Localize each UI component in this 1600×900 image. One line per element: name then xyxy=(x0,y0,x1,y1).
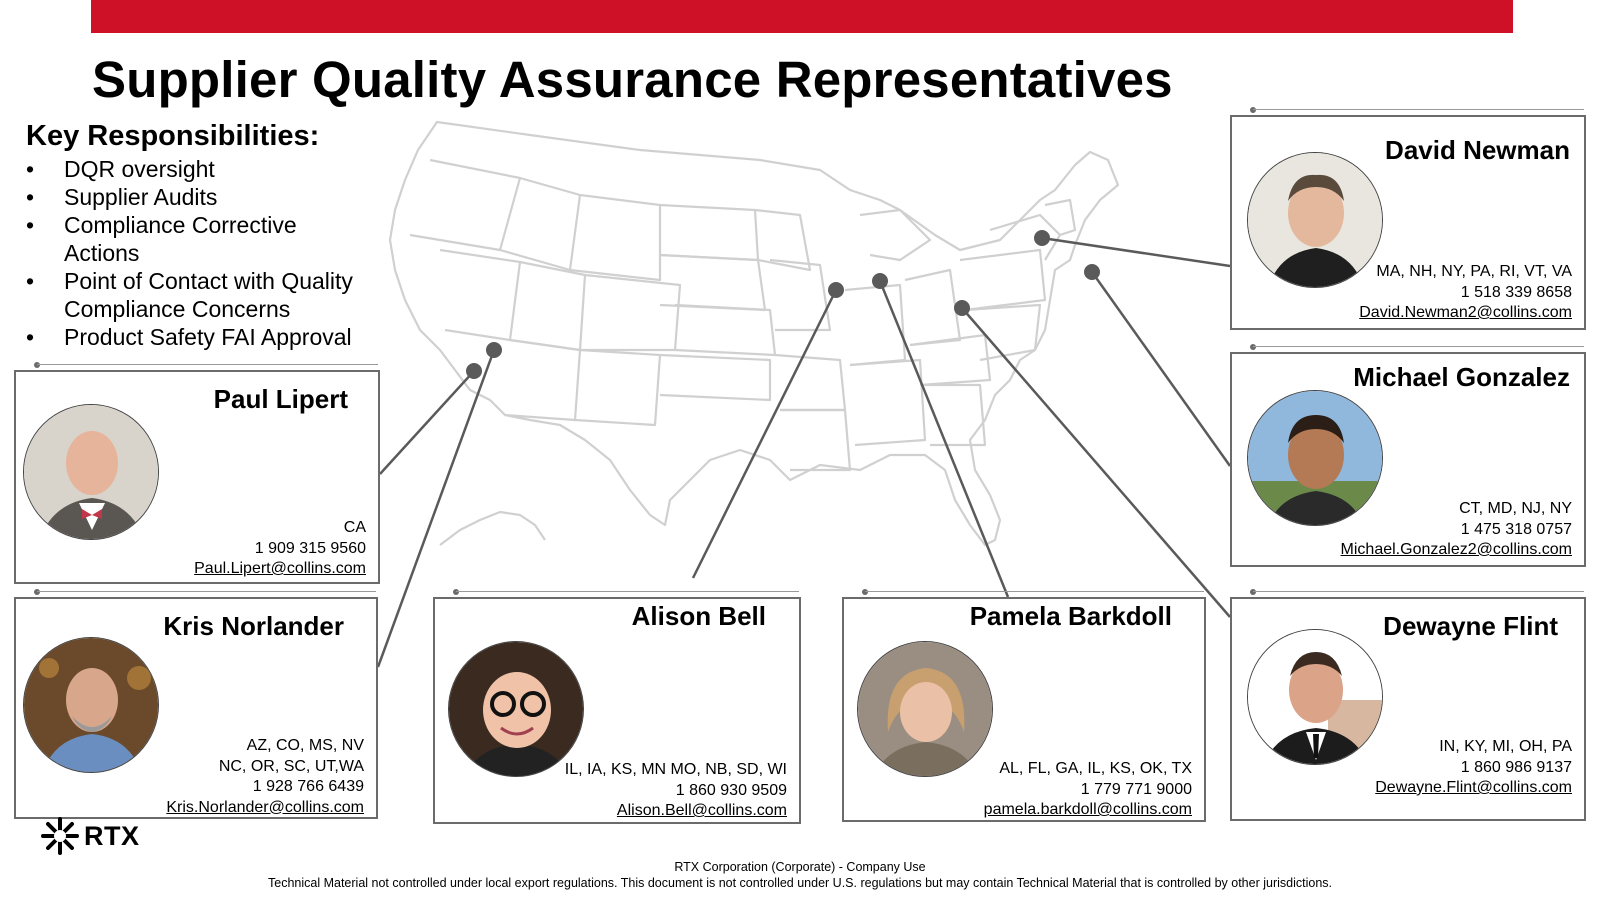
rep-photo-avatar xyxy=(1247,629,1383,765)
responsibility-item: • Supplier Audits xyxy=(26,184,218,210)
rep-contact-info: IL, IA, KS, MN MO, NB, SD, WI 1 860 930 9509 Alison.Bell@collins.com xyxy=(565,760,787,822)
rep-contact-info: AL, FL, GA, IL, KS, OK, TX 1 779 771 9000 pamela.barkdoll@collins.com xyxy=(984,759,1192,821)
connector-line xyxy=(1042,238,1230,266)
card-tick-dot xyxy=(1250,344,1256,350)
card-tick-line xyxy=(1253,591,1584,592)
bullet-icon: • xyxy=(26,268,35,294)
rep-email-link[interactable]: Alison.Bell@collins.com xyxy=(616,802,787,819)
location-pin xyxy=(828,282,844,298)
rep-email-link[interactable]: Michael.Gonzalez2@collins.com xyxy=(1340,541,1572,558)
rep-card-pamela-barkdoll xyxy=(842,597,1206,822)
rep-email-link[interactable]: pamela.barkdoll@collins.com xyxy=(983,801,1192,818)
connector-line xyxy=(693,290,836,578)
rep-name: Paul Lipert xyxy=(213,384,348,414)
footer-export-notice: Technical Material not controlled under local export regulations. This document is not controlled under U.S. regulations but may contain Technical Material that is controlled by other jurisdictions. xyxy=(268,876,1332,890)
card-tick-line xyxy=(865,591,1204,592)
rep-email-link[interactable]: Dewayne.Flint@collins.com xyxy=(1375,779,1572,796)
rep-email-link[interactable]: David.Newman2@collins.com xyxy=(1359,304,1572,321)
rep-email-link[interactable]: Paul.Lipert@collins.com xyxy=(194,560,366,577)
card-tick-line xyxy=(37,591,376,592)
bullet-icon: • xyxy=(26,324,35,350)
rep-contact-info: CT, MD, NJ, NY 1 475 318 0757 Michael.Gonzalez2@collins.com xyxy=(1341,499,1572,561)
rep-card-paul-lipert xyxy=(14,370,380,584)
rtx-logo xyxy=(40,816,140,856)
rep-name: Dewayne Flint xyxy=(1383,611,1558,641)
connector-line xyxy=(880,281,1008,597)
rep-card-dewayne-flint xyxy=(1230,597,1586,821)
location-pin xyxy=(486,342,502,358)
rep-contact-info: CA 1 909 315 9560 Paul.Lipert@collins.com xyxy=(194,518,366,580)
rtx-logo-text: RTX xyxy=(84,820,140,851)
location-pin xyxy=(954,300,970,316)
rtx-sunburst-icon xyxy=(40,816,80,856)
card-tick-dot xyxy=(34,589,40,595)
rep-photo-avatar xyxy=(23,637,159,773)
card-tick-dot xyxy=(34,362,40,368)
card-tick-dot xyxy=(1250,589,1256,595)
responsibility-item: • Point of Contact with Quality Compliance Concerns xyxy=(26,268,353,322)
card-tick-dot xyxy=(453,589,459,595)
responsibility-item: • Product Safety FAI Approval xyxy=(26,324,352,350)
page-title: Supplier Quality Assurance Representatives xyxy=(92,51,1173,108)
card-tick-dot xyxy=(1250,107,1256,113)
rep-contact-info: AZ, CO, MS, NV NC, OR, SC, UT,WA 1 928 766 6439 Kris.Norlander@collins.com xyxy=(166,736,364,818)
bullet-icon: • xyxy=(26,156,35,182)
rep-email-link[interactable]: Kris.Norlander@collins.com xyxy=(166,798,364,816)
card-tick-dot xyxy=(862,589,868,595)
us-map-outline xyxy=(390,122,1118,545)
responsibility-item: • Compliance Corrective Actions xyxy=(26,212,297,266)
rep-contact-info: IN, KY, MI, OH, PA 1 860 986 9137 Dewayne.Flint@collins.com xyxy=(1375,737,1572,799)
rep-card-alison-bell xyxy=(433,597,801,824)
location-pin xyxy=(872,273,888,289)
location-pin xyxy=(1084,264,1100,280)
card-tick-line xyxy=(1253,109,1584,110)
responsibilities-heading: Key Responsibilities: xyxy=(26,120,320,152)
rep-name: Pamela Barkdoll xyxy=(969,601,1172,631)
rep-name: Alison Bell xyxy=(631,601,766,631)
bullet-icon: • xyxy=(26,184,35,210)
rep-contact-info: MA, NH, NY, PA, RI, VT, VA 1 518 339 8658 David.Newman2@collins.com xyxy=(1359,262,1572,324)
connector-line xyxy=(962,308,1230,617)
location-pin xyxy=(1034,230,1050,246)
rep-photo-avatar xyxy=(448,641,584,777)
rep-photo-avatar xyxy=(857,641,993,777)
card-tick-line xyxy=(1253,346,1584,347)
rep-name: David Newman xyxy=(1385,135,1570,165)
card-tick-line xyxy=(37,364,378,365)
rep-photo-avatar xyxy=(23,404,159,540)
location-pin xyxy=(466,363,482,379)
footer-company-use: RTX Corporation (Corporate) - Company Use xyxy=(674,860,926,874)
card-tick-line xyxy=(456,591,799,592)
connector-line xyxy=(380,371,474,474)
rep-name: Kris Norlander xyxy=(163,611,344,641)
rep-name: Michael Gonzalez xyxy=(1353,362,1570,392)
bullet-icon: • xyxy=(26,212,35,238)
rep-card-david-newman xyxy=(1230,115,1586,330)
responsibility-item: • DQR oversight xyxy=(26,156,215,182)
connector-line xyxy=(1092,272,1230,466)
rep-card-kris-norlander xyxy=(14,597,378,819)
rep-card-michael-gonzalez xyxy=(1230,352,1586,567)
